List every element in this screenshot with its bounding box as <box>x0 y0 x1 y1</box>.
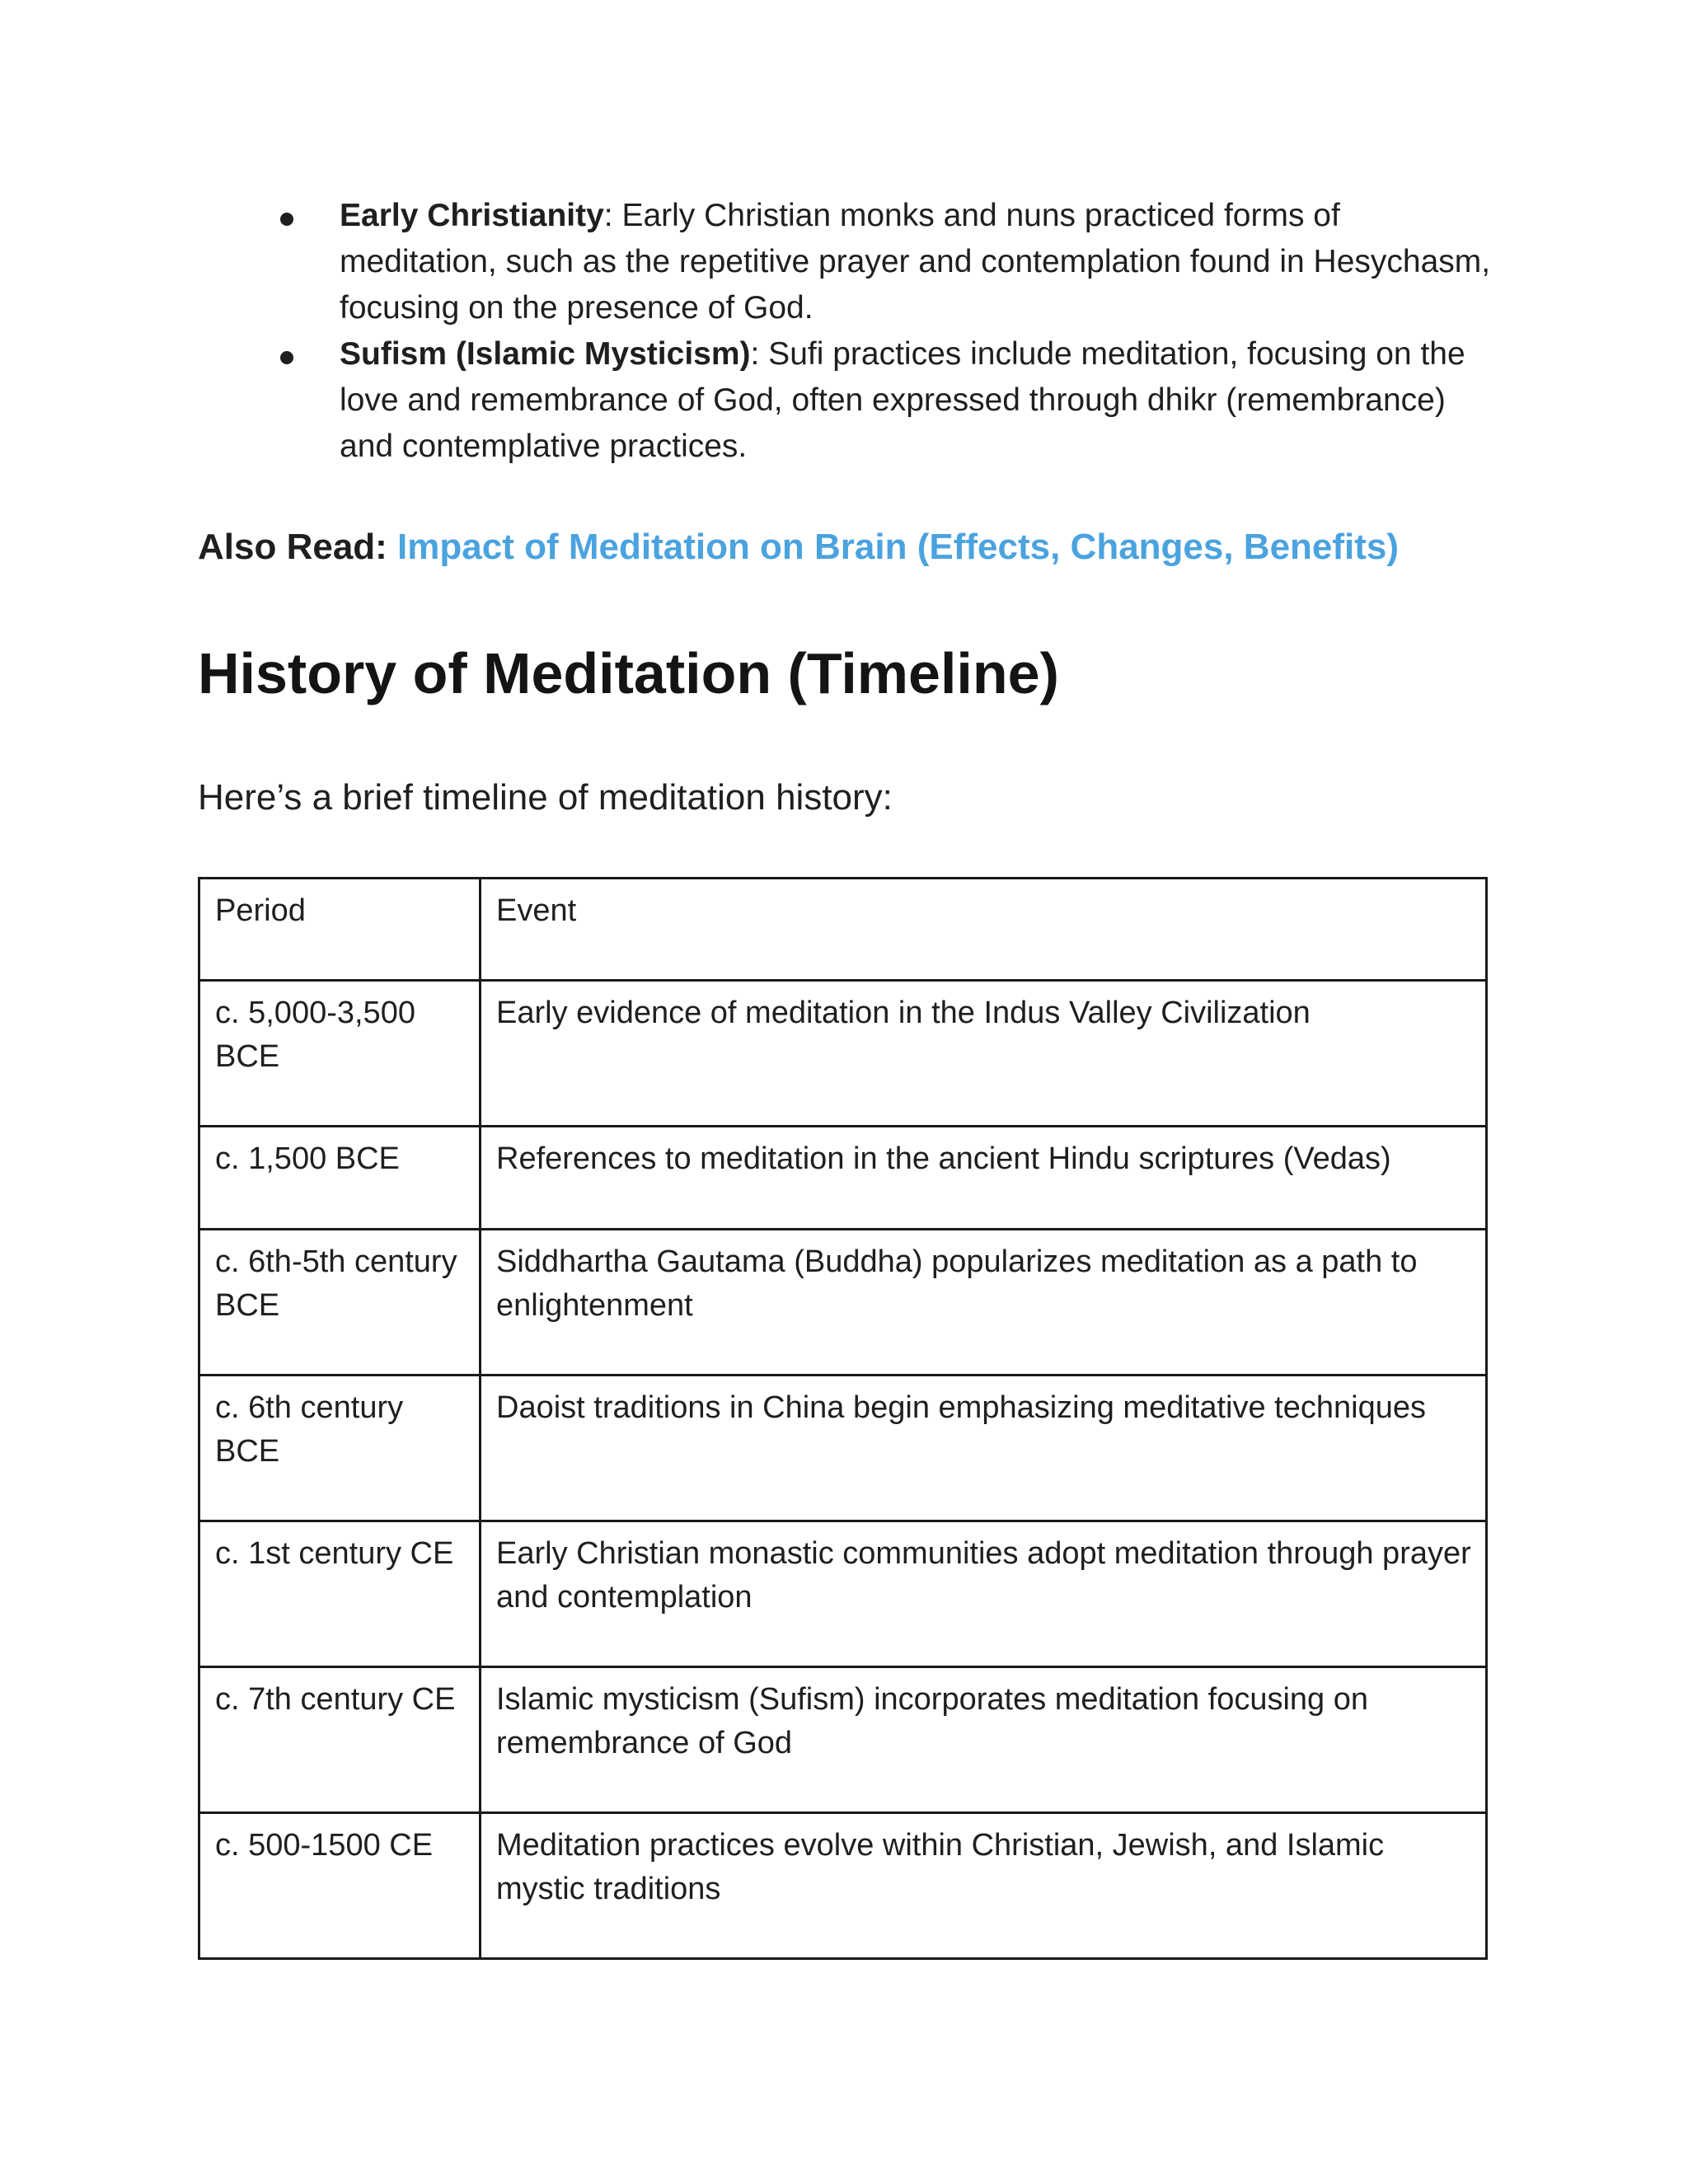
header-cell-event: Event <box>481 879 1487 981</box>
event-cell: Siddhartha Gautama (Buddha) popularizes meditation as a path to enlightenment <box>481 1230 1487 1376</box>
period-cell: c. 6th-5th century BCE <box>199 1230 481 1376</box>
table-row <box>199 981 1487 1127</box>
list-item <box>290 193 1493 331</box>
table-row <box>199 1813 1487 1959</box>
also-read-label: Also Read: <box>198 527 398 567</box>
event-cell: Daoist traditions in China begin emphasizing meditative techniques <box>481 1376 1487 1521</box>
also-read-line <box>198 524 1399 570</box>
event-cell: Meditation practices evolve within Christian, Jewish, and Islamic mystic traditions <box>481 1813 1487 1959</box>
bullet-text: : Early Christian monks and nuns practiced forms of meditation, such as the repetitive prayer and contemplation found in Hesychasm, focusing on the presence of God. <box>340 198 1491 326</box>
table-row <box>199 1667 1487 1813</box>
table-header-row <box>199 879 1487 981</box>
bullet-body <box>340 193 1493 331</box>
period-cell: c. 5,000-3,500 BCE <box>199 981 481 1127</box>
table-row <box>199 1230 1487 1376</box>
bullet-text: : Sufi practices include meditation, focusing on the love and remembrance of God, often expressed through dhikr (remembrance) and contemplative practices. <box>340 336 1465 464</box>
event-cell: Early evidence of meditation in the Indus Valley Civilization <box>481 981 1487 1127</box>
section-heading: History of Meditation (Timeline) <box>198 641 1059 705</box>
bullet-term: Sufism (Islamic Mysticism) <box>340 336 751 372</box>
table-row <box>199 1127 1487 1230</box>
header-cell-period: Period <box>199 879 481 981</box>
event-cell: Islamic mysticism (Sufism) incorporates meditation focusing on remembrance of God <box>481 1667 1487 1813</box>
event-cell: References to meditation in the ancient Hindu scriptures (Vedas) <box>481 1127 1487 1230</box>
bullet-body <box>340 331 1493 470</box>
table-row <box>199 1376 1487 1521</box>
tradition-bullet-list <box>290 193 1493 470</box>
bullet-icon <box>280 213 293 226</box>
list-item <box>290 331 1493 470</box>
period-cell: c. 1,500 BCE <box>199 1127 481 1230</box>
period-cell: c. 6th century BCE <box>199 1376 481 1521</box>
bullet-term: Early Christianity <box>340 198 604 233</box>
intro-paragraph: Here’s a brief timeline of meditation history: <box>198 777 893 818</box>
timeline-table <box>198 877 1488 1960</box>
table-row <box>199 1521 1487 1667</box>
also-read-link[interactable]: Impact of Meditation on Brain (Effects, Changes, Benefits) <box>397 527 1400 567</box>
period-cell: c. 1st century CE <box>199 1521 481 1667</box>
bullet-icon <box>280 351 293 364</box>
period-cell: c. 500-1500 CE <box>199 1813 481 1959</box>
period-cell: c. 7th century CE <box>199 1667 481 1813</box>
event-cell: Early Christian monastic communities adopt meditation through prayer and contemplation <box>481 1521 1487 1667</box>
